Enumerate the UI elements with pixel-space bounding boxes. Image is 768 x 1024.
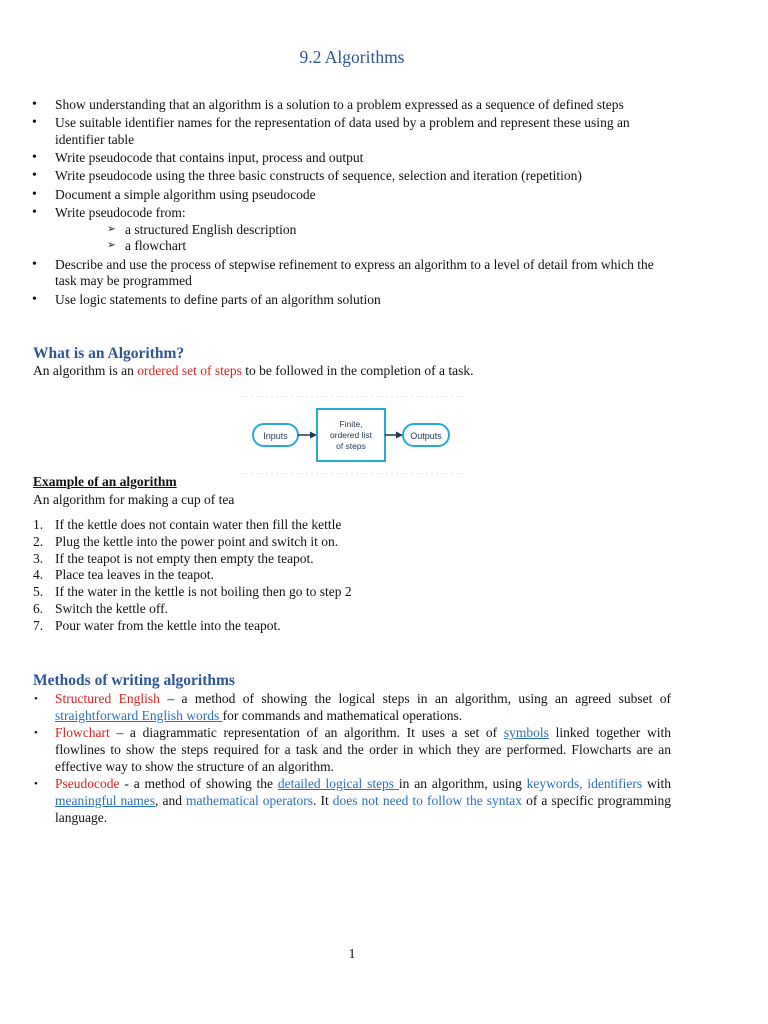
step-number: 6.: [33, 600, 44, 616]
list-item: [33, 584, 352, 601]
list-item: [28, 205, 678, 255]
step-text: If the teapot is not empty then empty the teapot.: [55, 550, 314, 566]
list-item: [33, 567, 352, 584]
inputs-label: Inputs: [263, 431, 288, 441]
process-label-line1: Finite,: [339, 419, 363, 429]
algorithm-diagram: [241, 396, 463, 474]
step-number: 7.: [33, 617, 44, 633]
objective-text: Write pseudocode from:: [55, 204, 186, 220]
method-text: – a method of showing the logical steps in an algorithm, using an agreed subset of: [159, 691, 671, 706]
sub-objective-text: a flowchart: [125, 238, 187, 254]
step-text: Plug the kettle into the power point and switch it on.: [55, 533, 339, 549]
method-text: for commands and mathematical operations.: [222, 707, 463, 723]
objective-text: Show understanding that an algorithm is a solution to a problem expressed as a sequence of defined steps: [55, 97, 624, 112]
objective-text: Write pseudocode using the three basic constructs of sequence, selection and iteration (repetition): [55, 168, 582, 184]
hyperlink[interactable]: detailed logical steps: [277, 776, 399, 792]
list-item: [28, 187, 678, 204]
list-item: [28, 97, 678, 114]
step-text: Pour water from the kettle into the teapot.: [55, 617, 281, 633]
method-text: of a specific programming language.: [55, 792, 671, 825]
hyperlink[interactable]: straightforward English words: [55, 707, 223, 723]
step-text: Switch the kettle off.: [55, 600, 168, 616]
list-item: [33, 725, 671, 775]
method-term: Flowchart: [55, 725, 110, 741]
step-text: If the water in the kettle is not boiling then go to step 2: [55, 584, 352, 600]
list-item: [33, 776, 671, 826]
page-number: 1: [348, 947, 356, 962]
example-steps-list: [33, 517, 352, 635]
arrow-head: [396, 432, 403, 439]
objective-text: Document a simple algorithm using pseudocode: [55, 186, 316, 202]
method-text: linked together with flowlines to show the steps required for a task and the order in which they are performed. Flowcharts are an effective way to show the structure of an algorithm.: [55, 725, 671, 774]
step-number: 4.: [33, 567, 44, 583]
objectives-sublist: [55, 222, 678, 256]
process-label-line3: of steps: [336, 441, 366, 451]
list-item: [28, 150, 678, 167]
method-text: – a diagrammatic representation of an algorithm. It uses a set of: [109, 725, 504, 741]
sub-list-item: [107, 222, 678, 239]
list-item: [33, 517, 352, 534]
arrow-head: [310, 432, 317, 439]
sub-objective-text: a structured English description: [125, 221, 297, 237]
list-item: [33, 618, 352, 635]
list-item: [28, 115, 678, 149]
example-intro: An algorithm for making a cup of tea: [33, 492, 235, 507]
highlight-text: mathematical operators: [186, 792, 314, 808]
objective-text: Write pseudocode that contains input, process and output: [55, 150, 364, 166]
step-text: If the kettle does not contain water then fill the kettle: [55, 517, 342, 532]
step-number: 3.: [33, 550, 44, 566]
list-item: [28, 168, 678, 185]
method-text: in an algorithm, using: [398, 776, 527, 792]
step-number: 1.: [33, 517, 44, 532]
example-heading: Example of an algorithm: [33, 474, 177, 489]
definition-text: An algorithm is an: [33, 363, 138, 378]
definition-text-end: to be followed in the completion of a task.: [241, 363, 474, 378]
methods-list: [33, 691, 671, 827]
objective-text: Use logic statements to define parts of an algorithm solution: [55, 291, 381, 307]
hyperlink[interactable]: meaningful names: [55, 792, 156, 808]
outputs-label: Outputs: [410, 431, 442, 441]
sub-list-item: [107, 238, 678, 255]
list-item: [33, 551, 352, 568]
step-number: 5.: [33, 584, 44, 600]
list-item: [28, 257, 678, 291]
method-term: Pseudocode: [55, 776, 120, 792]
what-is-definition: [33, 362, 474, 379]
objectives-list: [28, 97, 678, 310]
objective-text: Use suitable identifier names for the representation of data used by a problem and represent these using an identifier table: [55, 115, 630, 147]
list-item: [33, 534, 352, 551]
method-text: , and: [155, 792, 187, 808]
list-item: [33, 601, 352, 618]
objective-text: Describe and use the process of stepwise refinement to express an algorithm to a level of detail from which the task may be programmed: [55, 256, 654, 289]
process-label-line2: ordered list: [329, 430, 373, 440]
definition-highlight: ordered set of steps: [137, 363, 242, 378]
method-text: . It: [313, 792, 333, 808]
methods-heading: Methods of writing algorithms: [33, 672, 235, 689]
method-text: - a method of showing the: [119, 776, 278, 792]
what-is-heading: What is an Algorithm?: [33, 345, 185, 362]
page-title: 9.2 Algorithms: [299, 47, 405, 67]
step-number: 2.: [33, 533, 44, 549]
highlight-text: does not need to follow the syntax: [332, 792, 523, 808]
method-term: Structured English: [55, 691, 160, 706]
list-item: [28, 292, 678, 309]
hyperlink[interactable]: symbols: [503, 725, 549, 741]
list-item: [33, 691, 671, 725]
step-text: Place tea leaves in the teapot.: [55, 567, 214, 583]
method-text: with: [642, 776, 671, 792]
highlight-text: keywords, identifiers: [526, 776, 643, 792]
